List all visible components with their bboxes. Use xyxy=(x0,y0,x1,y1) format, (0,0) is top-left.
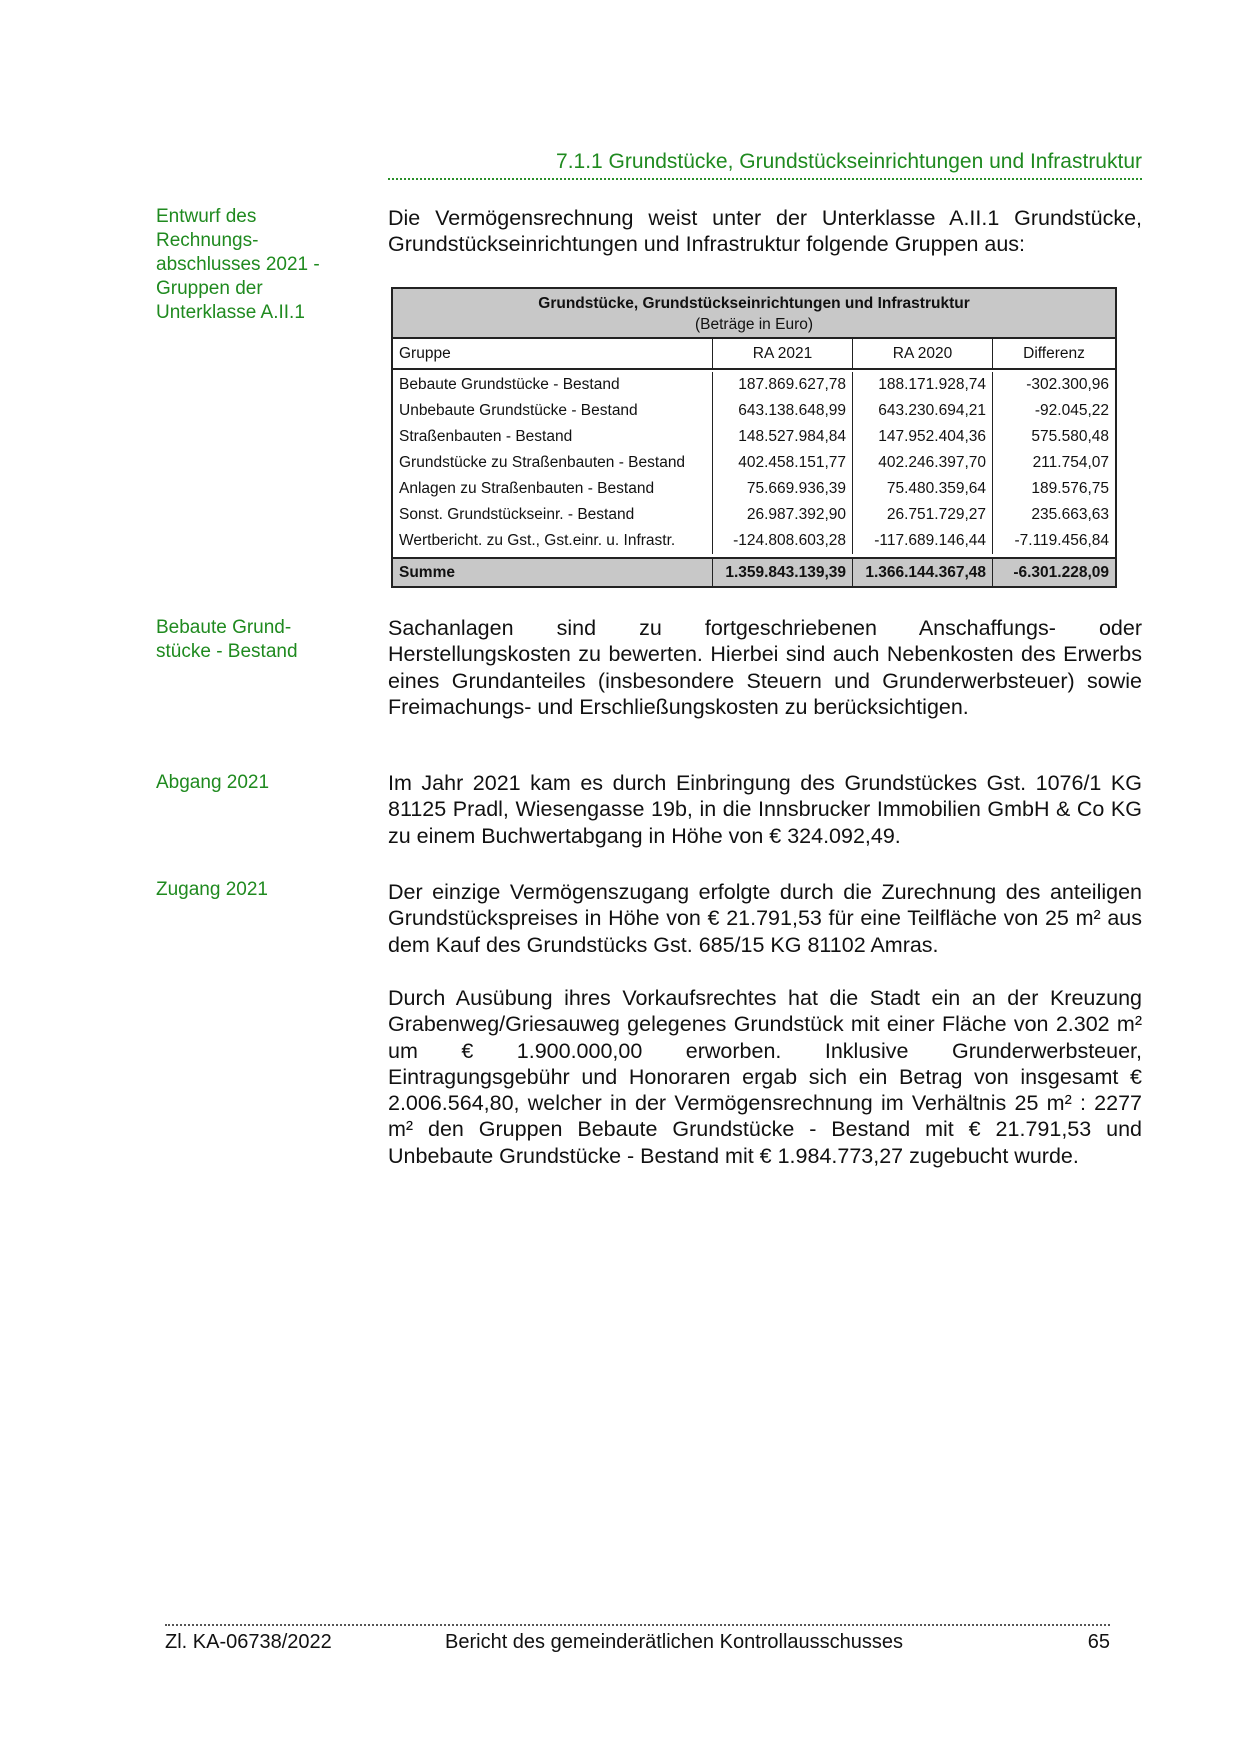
table-row xyxy=(393,476,1115,502)
vorkauf-paragraph xyxy=(388,985,1142,1169)
cell-differenz: -92.045,22 xyxy=(992,398,1115,424)
margin-note-abgang: Abgang 2021 xyxy=(156,772,270,793)
cell-ra-2021: 148.527.984,84 xyxy=(712,424,852,450)
header-ra-2020: RA 2020 xyxy=(852,339,992,368)
cell-ra-2021: 643.138.648,99 xyxy=(712,398,852,424)
cell-differenz: -7.119.456,84 xyxy=(992,528,1115,554)
footer-reference: Zl. KA-06738/2022 xyxy=(165,1631,332,1653)
intro-text: Die Vermögensrechnung weist unter der Unterklasse A.II.1 Grundstücke, Grundstückseinrichtungen und Infrastruktur folgende Gruppen aus: xyxy=(388,206,1142,257)
table-row xyxy=(393,372,1115,398)
intro-paragraph xyxy=(388,205,1142,258)
section-heading: 7.1.1 Grundstücke, Grundstückseinrichtungen und Infrastruktur xyxy=(556,150,1142,173)
table-header-row xyxy=(393,339,1115,370)
header-ra-2021: RA 2021 xyxy=(712,339,852,368)
abgang-text: Im Jahr 2021 kam es durch Einbringung des Grundstückes Gst. 1076/1 KG 81125 Pradl, Wiesengasse 19b, in die Innsbrucker Immobilien GmbH & Co KG zu einem Buchwertabgang in Höhe von € 324.092,49. xyxy=(388,771,1142,848)
bebaute-text: Sachanlagen sind zu fortgeschriebenen Anschaffungs- oder Herstellungskosten zu bewerten. Hierbei sind auch Nebenkosten des Erwerbs eines Grundanteiles (insbesondere Steuern und Grunderwerbsteuer) sowie Freimachungs- und Erschließungskosten zu berücksichtigen. xyxy=(388,616,1142,719)
total-ra-2021: 1.359.843.139,39 xyxy=(712,559,852,586)
cell-gruppe: Straßenbauten - Bestand xyxy=(399,428,573,445)
margin-note-line: Bebaute Grund- xyxy=(156,617,292,638)
margin-note-bebaute xyxy=(156,616,366,664)
table-row xyxy=(393,502,1115,528)
margin-note-line: Entwurf des xyxy=(156,206,257,227)
margin-note-line: Unterklasse A.II.1 xyxy=(156,302,305,323)
cell-gruppe: Unbebaute Grundstücke - Bestand xyxy=(399,402,638,419)
cell-gruppe: Wertbericht. zu Gst., Gst.einr. u. Infrastr. xyxy=(399,532,676,549)
abgang-paragraph xyxy=(388,770,1142,849)
margin-note-zugang: Zugang 2021 xyxy=(156,879,268,900)
heading-divider xyxy=(388,178,1142,180)
cell-gruppe: Sonst. Grundstückseinr. - Bestand xyxy=(399,506,635,523)
cell-gruppe: Bebaute Grundstücke - Bestand xyxy=(399,376,620,393)
vorkauf-text: Durch Ausübung ihres Vorkaufsrechtes hat die Stadt ein an der Kreuzung Grabenweg/Griesauweg gelegenes Grundstück mit einer Fläche von 2.302 m² um € 1.900.000,00 erworben. Inklusive Grunderwerbsteuer, Eintragungsgebühr und Honoraren ergab sich ein Betrag von insgesamt € 2.006.564,80, welcher in der Vermögensrechnung im Verhältnis 25 m² : 2277 m² den Gruppen Bebaute Grundstücke - Bestand mit € 21.791,53 und Unbebaute Grundstücke - Bestand mit € 1.984.773,27 zugebucht wurde. xyxy=(388,986,1142,1168)
cell-gruppe: Anlagen zu Straßenbauten - Bestand xyxy=(399,480,655,497)
cell-differenz: 189.576,75 xyxy=(992,476,1115,502)
table-row xyxy=(393,424,1115,450)
total-differenz: -6.301.228,09 xyxy=(992,559,1115,586)
margin-note-intro xyxy=(156,205,366,325)
cell-ra-2020: 188.171.928,74 xyxy=(852,372,992,398)
total-ra-2020: 1.366.144.367,48 xyxy=(852,559,992,586)
cell-ra-2021: 26.987.392,90 xyxy=(712,502,852,528)
table-subtitle: (Beträge in Euro) xyxy=(694,316,814,333)
cell-ra-2021: 75.669.936,39 xyxy=(712,476,852,502)
table-row xyxy=(393,398,1115,424)
margin-note-line: Gruppen der xyxy=(156,278,263,299)
cell-ra-2020: -117.689.146,44 xyxy=(852,528,992,554)
cell-ra-2021: -124.808.603,28 xyxy=(712,528,852,554)
header-differenz: Differenz xyxy=(992,339,1115,368)
table-body xyxy=(393,370,1115,557)
cell-ra-2020: 75.480.359,64 xyxy=(852,476,992,502)
cell-gruppe: Grundstücke zu Straßenbauten - Bestand xyxy=(399,454,686,471)
zugang-text: Der einzige Vermögenszugang erfolgte durch die Zurechnung des anteiligen Grundstückspreises in Höhe von € 21.791,53 für eine Teilfläche von 25 m² aus dem Kauf des Grundstücks Gst. 685/15 KG 81102 Amras. xyxy=(388,880,1142,957)
cell-differenz: -302.300,96 xyxy=(992,372,1115,398)
margin-note-line: stücke - Bestand xyxy=(156,641,298,662)
footer-divider xyxy=(165,1624,1110,1626)
cell-ra-2020: 402.246.397,70 xyxy=(852,450,992,476)
page-number: 65 xyxy=(1087,1631,1110,1653)
table-row xyxy=(393,528,1115,554)
cell-ra-2020: 26.751.729,27 xyxy=(852,502,992,528)
total-label: Summe xyxy=(399,564,455,581)
table-title: Grundstücke, Grundstückseinrichtungen und Infrastruktur xyxy=(538,295,970,312)
table-total-row xyxy=(393,557,1115,586)
header-gruppe: Gruppe xyxy=(399,345,451,362)
cell-ra-2020: 643.230.694,21 xyxy=(852,398,992,424)
table-row xyxy=(393,450,1115,476)
cell-differenz: 211.754,07 xyxy=(992,450,1115,476)
assets-table xyxy=(391,287,1117,588)
zugang-paragraph xyxy=(388,879,1142,958)
margin-note-line: Rechnungs- xyxy=(156,230,259,251)
cell-differenz: 235.663,63 xyxy=(992,502,1115,528)
table-title-block xyxy=(393,289,1115,339)
cell-ra-2020: 147.952.404,36 xyxy=(852,424,992,450)
footer-title: Bericht des gemeinderätlichen Kontrollausschusses xyxy=(445,1631,904,1653)
margin-note-line: abschlusses 2021 - xyxy=(156,254,320,275)
cell-differenz: 575.580,48 xyxy=(992,424,1115,450)
cell-ra-2021: 402.458.151,77 xyxy=(712,450,852,476)
cell-ra-2021: 187.869.627,78 xyxy=(712,372,852,398)
bebaute-paragraph xyxy=(388,615,1142,720)
